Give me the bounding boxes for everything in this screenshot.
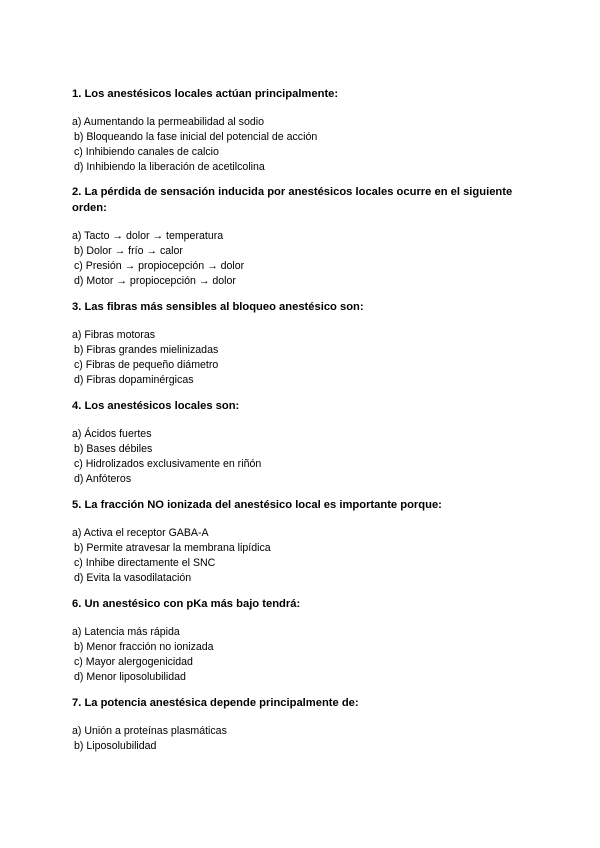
question-title: 1. Los anestésicos locales actúan principalmente: [72,88,339,100]
option-d: d) Inhibiendo la liberación de acetilcolina [74,161,265,173]
option-a: a) Tacto → dolor → temperatura [72,230,224,242]
question-5 [72,497,542,586]
option-a: a) Unión a proteínas plasmáticas [72,725,227,737]
option-b: b) Liposolubilidad [74,740,157,752]
question-1 [72,86,542,175]
question-title: 3. Las fibras más sensibles al bloqueo anestésico son: [72,301,364,313]
question-7 [72,695,542,754]
option-d: d) Evita la vasodilatación [74,572,192,584]
question-title: 6. Un anestésico con pKa más bajo tendrá: [72,598,301,610]
option-d: d) Anfóteros [74,473,132,485]
question-6 [72,596,542,685]
option-a: a) Ácidos fuertes [72,428,152,440]
question-title: 5. La fracción NO ionizada del anestésico local es importante porque: [72,499,442,511]
option-b: b) Dolor → frío → calor [74,245,183,257]
option-d: d) Fibras dopaminérgicas [74,374,194,386]
option-d: d) Menor liposolubilidad [74,671,186,683]
option-b: b) Menor fracción no ionizada [74,641,214,653]
question-2 [72,184,542,289]
option-c: c) Presión → propiocepción → dolor [74,260,245,272]
option-b: b) Permite atravesar la membrana lipídica [74,542,271,554]
option-c: c) Inhibiendo canales de calcio [74,146,219,158]
question-3 [72,299,542,388]
option-c: c) Fibras de pequeño diámetro [74,359,219,371]
option-a: a) Fibras motoras [72,329,156,341]
option-c: c) Inhibe directamente el SNC [74,557,216,569]
option-a: a) Aumentando la permeabilidad al sodio [72,116,264,128]
question-title: 4. Los anestésicos locales son: [72,400,240,412]
option-a: a) Activa el receptor GABA-A [72,527,209,539]
option-c: c) Hidrolizados exclusivamente en riñón [74,458,262,470]
option-b: b) Bloqueando la fase inicial del potencial de acción [74,131,318,143]
question-title: 7. La potencia anestésica depende principalmente de: [72,697,359,709]
question-title: 2. La pérdida de sensación inducida por anestésicos locales ocurre en el siguiente orden: [72,186,513,214]
option-c: c) Mayor alergogenicidad [74,656,193,668]
option-b: b) Bases débiles [74,443,153,455]
option-a: a) Latencia más rápida [72,626,180,638]
question-4 [72,398,542,487]
option-d: d) Motor → propiocepción → dolor [74,275,236,287]
option-b: b) Fibras grandes mielinizadas [74,344,219,356]
